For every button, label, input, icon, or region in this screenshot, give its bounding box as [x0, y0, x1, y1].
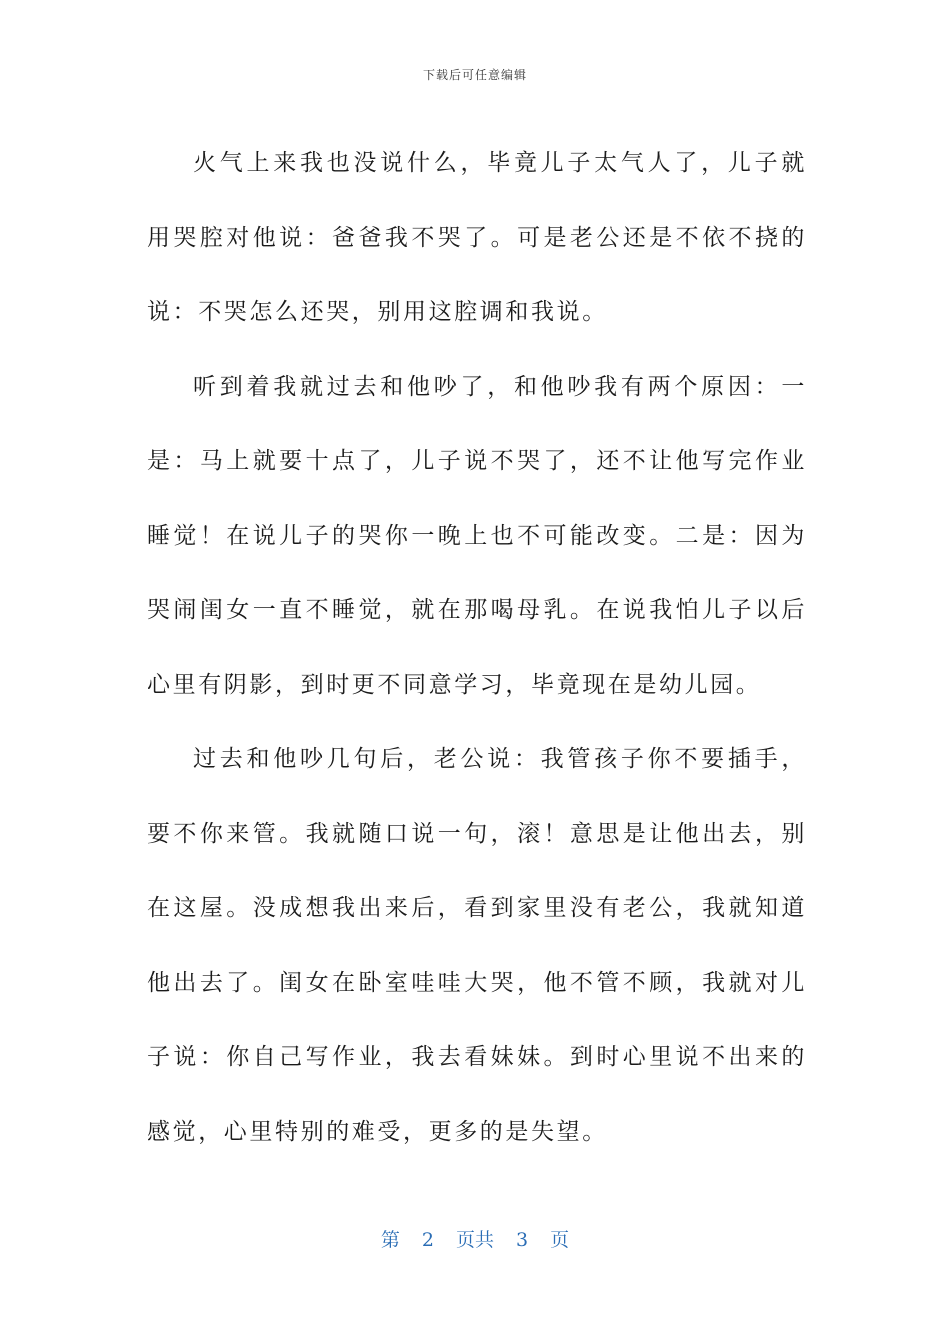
- footer-total-pages: 3: [516, 1229, 529, 1251]
- paragraph-3: 过去和他吵几句后，老公说：我管孩子你不要插手，要不你来管。我就随口说一句，滚！意思是让他出去，别在这屋。没成想我出来后，看到家里没有老公，我就知道他出去了。闺女在卧室哇哇大哭，他不管不顾，我就对儿子说：你自己写作业，我去看妹妹。到时心里说不出来的感觉，心里特别的难受，更多的是失望。: [147, 746, 807, 1145]
- paragraph-1: 火气上来我也没说什么，毕竟儿子太气人了，儿子就用哭腔对他说：爸爸我不哭了。可是老公还是不依不挠的说：不哭怎么还哭，别用这腔调和我说。: [147, 150, 807, 325]
- body-text: [147, 126, 807, 1169]
- footer-current-page: 2: [421, 1229, 434, 1251]
- header-note: 下载后可任意编辑: [422, 68, 527, 82]
- footer-middle: 页共: [455, 1229, 494, 1251]
- paragraph-2: 听到着我就过去和他吵了，和他吵我有两个原因：一是：马上就要十点了，儿子说不哭了，还不让他写完作业睡觉！在说儿子的哭你一晚上也不可能改变。二是：因为哭闹闺女一直不睡觉，就在那喝母乳。在说我怕儿子以后心里有阴影，到时更不同意学习，毕竟现在是幼儿园。: [147, 373, 807, 698]
- footer-prefix: 第: [380, 1229, 400, 1251]
- page-footer: [0, 1225, 950, 1252]
- footer-suffix: 页: [550, 1229, 570, 1251]
